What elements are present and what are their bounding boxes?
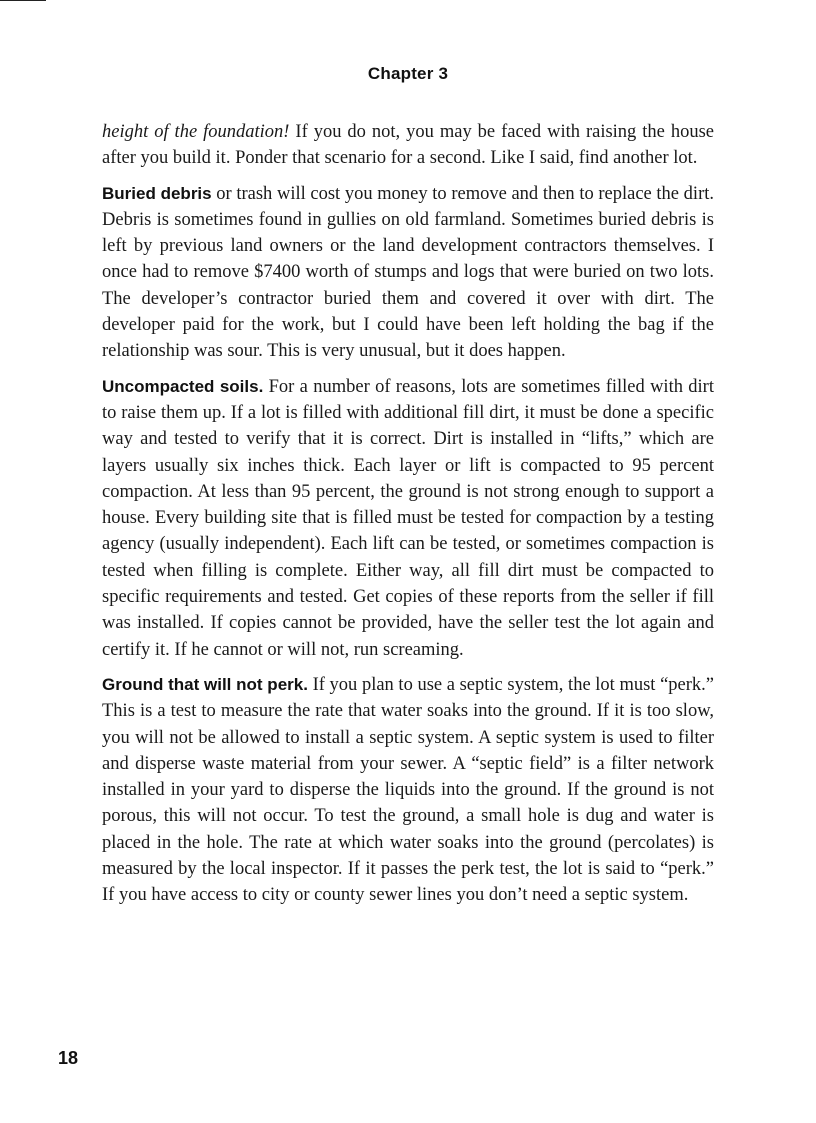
paragraph-text: If you plan to use a septic system, the lot must “perk.” This is a test to measure the rate that water soaks into the ground. If it is too slow, you will not be allowed to install a septic system. A septic system is used to filter and disperse waste material from your sewer. A “septic field” is a filter network installed in your yard to disperse the liquids into the ground. If the ground is not porous, this will not occur. To test the ground, a small hole is dug and water is placed in the hole. The rate at which water soaks into the ground (percolates) is measured by the local inspector. If it passes the perk test, the lot is said to “perk.” If you have access to city or county sewer lines you don’t need a septic system. <box>102 674 714 906</box>
paragraph-buried-debris <box>102 181 714 365</box>
paragraph-text: or trash will cost you money to remove and then to replace the dirt. Debris is sometimes found in gullies on old farmland. Sometimes buried debris is left by previous land owners or the land development contractors themselves. I once had to remove $7400 worth of stumps and logs that were buried on two lots. The developer’s contractor buried them and covered it over with dirt. The developer paid for the work, but I could have been left holding the bag if the relationship was sour. This is very unusual, but it does happen. <box>102 183 714 362</box>
chapter-heading: Chapter 3 <box>367 64 449 83</box>
paragraph-lead-uncompacted-soils: Uncompacted soils. <box>102 376 264 396</box>
paragraph-text: For a number of reasons, lots are sometimes filled with dirt to raise them up. If a lot is filled with additional fill dirt, it must be done a specific way and tested to verify that it is correct. Dirt is installed in “lifts,” which are layers usually six inches thick. Each layer or lift is compacted to 95 percent compaction. At less than 95 percent, the ground is not strong enough to support a house. Every building site that is filled must be tested for compaction by a testing agency (usually independent). Each lift can be tested, or sometimes compaction is tested when filling is complete. Either way, all fill dirt must be compacted to specific requirements and tested. Get copies of these reports from the seller if fill was installed. If copies cannot be provided, have the seller test the lot again and certify it. If he cannot or will not, run screaming. <box>102 376 714 660</box>
paragraph-lead-ground-perk: Ground that will not perk. <box>102 674 308 694</box>
body-text <box>102 119 714 918</box>
paragraph-uncompacted-soils <box>102 374 714 663</box>
paragraph-italic-intro: height of the foundation! <box>102 122 290 142</box>
paragraph-foundation <box>102 119 714 172</box>
corner-crop-rule <box>0 0 46 1</box>
paragraph-text: If you do not, you may be faced with raising the house after you build it. Ponder that scenario for a second. Like I said, find another lot. <box>102 122 715 169</box>
paragraph-ground-perk <box>102 672 714 909</box>
paragraph-lead-buried-debris: Buried debris <box>102 183 212 203</box>
page-number: 18 <box>58 1048 79 1068</box>
